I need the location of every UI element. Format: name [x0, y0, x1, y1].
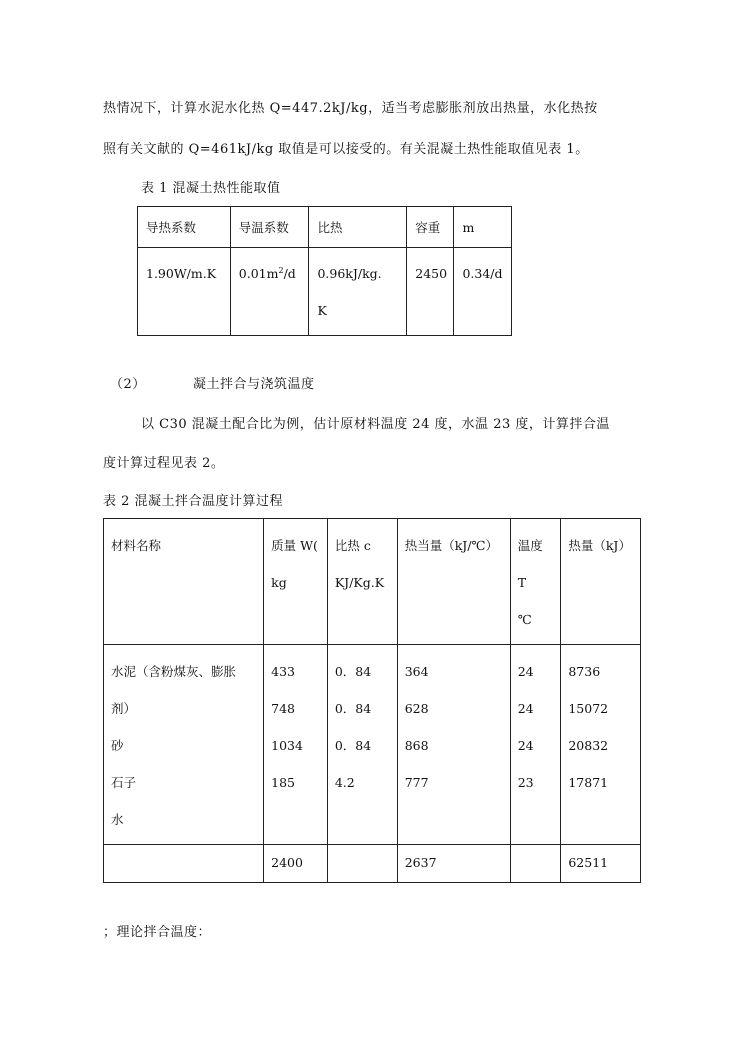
table2-header-line: 比热 c — [334, 538, 371, 553]
table2-header-mass — [264, 519, 328, 645]
table2-value: 628 — [404, 701, 429, 716]
table1-header-cell: 导热系数 — [138, 207, 231, 248]
table2-value: 748 — [271, 701, 295, 716]
table1-header-cell: 导温系数 — [230, 207, 309, 248]
table2-value: 24 — [517, 738, 534, 753]
paragraph1-line2: 照有关文献的 Q=461kJ/kg 取值是可以接受的。有关混凝土热性能取值见表 1。 — [103, 142, 589, 157]
table2-heat-equiv-cell — [397, 645, 510, 845]
table1-cell — [230, 248, 309, 336]
table2-total-mass: 2400 — [264, 845, 328, 883]
table2-caption: 表 2 混凝土拌合温度计算过程 — [103, 494, 284, 509]
table2-value: 23 — [517, 775, 534, 790]
table1-caption: 表 1 混凝土热性能取值 — [141, 181, 281, 196]
table2-temp-cell — [510, 645, 561, 845]
table2-header-temp — [510, 519, 561, 645]
table2-header-row — [104, 519, 641, 645]
table2-mass-cell — [264, 645, 328, 845]
table1-cell-line: 0.96kJ/kg. — [317, 266, 382, 281]
table2-value: 20832 — [568, 738, 609, 753]
table1-header-cell: 比热 — [309, 207, 407, 248]
table2-value: 24 — [517, 664, 534, 679]
table2-value: 0．84 — [334, 664, 372, 679]
table2-material-line: 水泥（含粉煤灰、膨胀 — [111, 664, 237, 679]
table1-cell: 2450 — [407, 248, 454, 336]
table1-cell — [309, 248, 407, 336]
table2-material-line: 水 — [111, 812, 124, 827]
paragraph2-line1: 以 C30 混凝土配合比为例，估计原材料温度 24 度，水温 23 度，计算拌合温 — [141, 417, 610, 432]
table2-value: 24 — [517, 701, 534, 716]
table2-total-empty — [510, 845, 561, 883]
table2-material-cell — [104, 645, 264, 845]
table2-value: 8736 — [568, 664, 601, 679]
table1-cell-superscript: 2 — [278, 265, 284, 275]
table2-value: 433 — [271, 664, 295, 679]
table1-cell-value: 0.01m — [238, 266, 279, 281]
table2-value: 0．84 — [334, 701, 372, 716]
table2-header-line: T — [517, 575, 527, 590]
table2-value: 868 — [404, 738, 429, 753]
table2-heat-cell — [561, 645, 641, 845]
paragraph2-line2: 度计算过程见表 2。 — [103, 456, 225, 471]
table1-data-row — [138, 248, 512, 336]
table2 — [103, 518, 641, 883]
table2-header-line: ℃ — [517, 612, 532, 627]
table2-total-heat: 62511 — [561, 845, 641, 883]
table2-header-line: 温度 — [517, 538, 543, 553]
table2-total-label-cell — [104, 845, 264, 883]
paragraph1-line1: 热情况下，计算水泥水化热 Q=447.2kJ/kg，适当考虑膨胀剂放出热量，水化热按 — [103, 101, 598, 116]
table2-value: 15072 — [568, 701, 609, 716]
section2-title: 凝土拌合与浇筑温度 — [193, 377, 315, 392]
table2-total-empty — [327, 845, 397, 883]
table2-header-line: KJ/Kg.K — [334, 575, 385, 590]
table1 — [137, 206, 512, 336]
table2-value: 4.2 — [334, 775, 355, 790]
table1-header-cell: 容重 — [407, 207, 454, 248]
table1-cell: 1.90W/m.K — [138, 248, 231, 336]
table2-total-heat-equiv: 2637 — [397, 845, 510, 883]
table2-header-specific-heat — [327, 519, 397, 645]
table2-header-line: kg — [271, 575, 287, 590]
table2-header-heat: 热量（kJ） — [561, 519, 641, 645]
table1-cell-line: K — [317, 303, 327, 318]
table2-material-line: 砂 — [111, 738, 124, 753]
table1-cell: 0.34/d — [454, 248, 512, 336]
table2-material-line: 剂） — [111, 701, 137, 716]
table2-value: 17871 — [568, 775, 609, 790]
table2-value: 1034 — [271, 738, 303, 753]
table2-total-row — [104, 845, 641, 883]
table1-header-row — [138, 207, 512, 248]
table2-header-heat-equiv: 热当量（kJ/℃） — [397, 519, 510, 645]
table2-material-line: 石子 — [111, 775, 137, 790]
section2-number: （2） — [110, 377, 146, 392]
table2-value: 364 — [404, 664, 429, 679]
table2-body-row — [104, 645, 641, 845]
table2-specific-heat-cell — [327, 645, 397, 845]
table2-value: 0．84 — [334, 738, 372, 753]
table2-header-material: 材料名称 — [104, 519, 264, 645]
table1-cell-unit: /d — [283, 266, 296, 281]
table1-header-cell: m — [454, 207, 512, 248]
table2-value: 777 — [404, 775, 429, 790]
table2-header-line: 质量 W( — [271, 538, 318, 553]
footer-line: ；理论拌合温度： — [103, 925, 212, 940]
table2-value: 185 — [271, 775, 295, 790]
